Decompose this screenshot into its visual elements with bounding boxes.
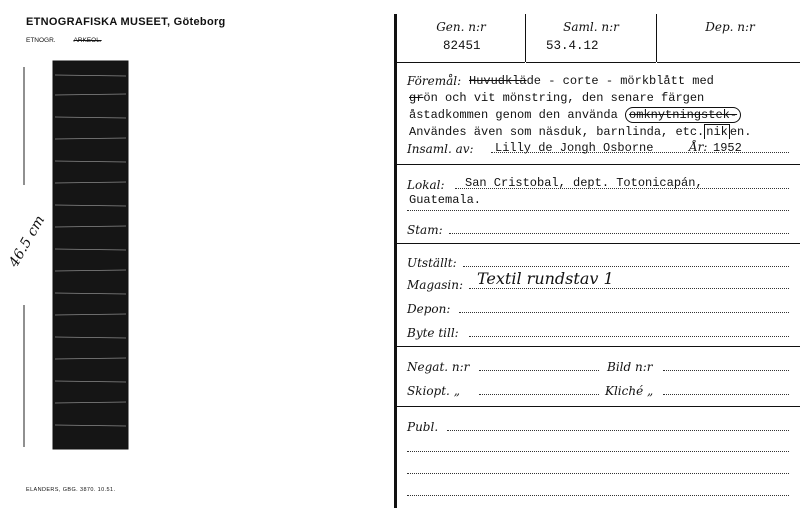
foremal-label: Föremål:	[407, 74, 462, 88]
negat-row	[407, 356, 789, 374]
foremal-line-4: Användes även som näsduk, barnlinda, etc. nik en.	[409, 125, 752, 139]
height-measurement: 46.5 cm	[6, 212, 49, 270]
publ-row	[407, 416, 789, 434]
department-struck: ARKEOL.	[73, 37, 102, 44]
department-line	[26, 37, 102, 44]
gen-nr-cell	[397, 14, 525, 63]
depon-row	[407, 298, 789, 316]
lokal-label: Lokal:	[407, 178, 445, 192]
insaml-value: Lilly de Jongh Osborne	[495, 141, 654, 155]
insaml-year: 1952	[713, 141, 742, 155]
lokal-line-1: San Cristobal, dept. Totonicapán,	[465, 176, 703, 190]
negat-label: Negat. n:r	[407, 360, 470, 374]
saml-nr-value: 53.4.12	[546, 39, 599, 53]
byte-row	[407, 322, 789, 340]
publ-label: Publ.	[407, 420, 439, 434]
foremal-line-3: åstadkommen genom den använda omknytningstek-	[409, 108, 741, 122]
skiopt-row	[407, 380, 789, 398]
printer-footer: ELANDERS, GBG. 3870. 10.51.	[26, 487, 116, 493]
insaml-year-label: År:	[689, 140, 708, 154]
stam-row	[407, 219, 789, 237]
catalog-card	[394, 14, 800, 508]
magasin-value: Textil rundstav 1	[477, 269, 614, 288]
foremal-line-2: grön och vit mönstring, den senare färgen	[409, 91, 705, 105]
department-label: ETNOGR.	[26, 37, 56, 44]
gen-nr-label: Gen. n:r	[436, 20, 486, 34]
saml-nr-cell	[526, 14, 656, 63]
bild-label: Bild n:r	[607, 360, 653, 374]
museum-name: ETNOGRAFISKA MUSEET, Göteborg	[26, 16, 226, 28]
foremal-line-1: Huvudkläde - corte - mörkblått med	[469, 74, 714, 88]
saml-nr-label: Saml. n:r	[563, 20, 619, 34]
gen-nr-value: 82451	[443, 39, 481, 53]
lokal-line-2: Guatemala.	[409, 193, 482, 207]
skiopt-label: Skiopt. „	[407, 384, 460, 398]
byte-label: Byte till:	[407, 326, 459, 340]
magasin-label: Magasin:	[407, 278, 464, 292]
dep-nr-cell	[657, 14, 800, 63]
insaml-label: Insaml. av:	[407, 142, 474, 156]
utstallt-label: Utställt:	[407, 256, 457, 270]
utstallt-row	[407, 252, 789, 270]
dep-nr-label: Dep. n:r	[705, 20, 755, 34]
stam-label: Stam:	[407, 223, 443, 237]
depon-label: Depon:	[407, 302, 451, 316]
kliche-label: Kliché „	[605, 384, 654, 398]
